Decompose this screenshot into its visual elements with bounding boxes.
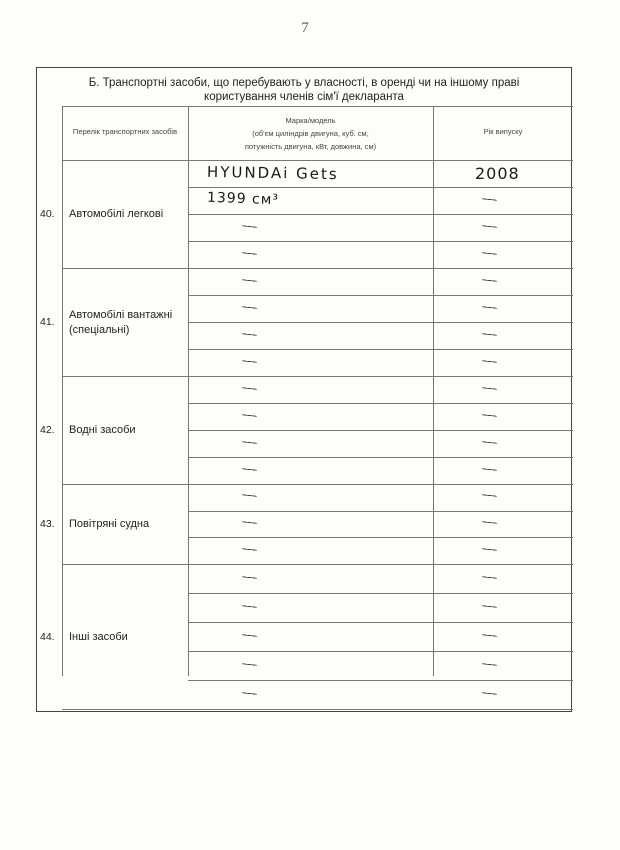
- handwritten-dash-model: [242, 468, 257, 471]
- handwritten-dash-year: [482, 468, 497, 471]
- category-label: Повітряні судна: [69, 518, 150, 530]
- handwritten-dash-year: [482, 225, 497, 228]
- handwritten-dash-year: [482, 663, 497, 666]
- handwritten-dash-year: [482, 495, 497, 498]
- handwritten-dash-year: [482, 279, 497, 282]
- section-title-line-2: користування членів сім'ї декларанта: [204, 91, 404, 103]
- declaration-section-frame: [36, 67, 572, 712]
- handwritten-dash-model: [242, 225, 257, 228]
- category-label: Автомобілі легкові: [69, 208, 164, 220]
- header-brand-model: [188, 114, 433, 153]
- category-number: 43.: [40, 518, 55, 530]
- row-divider: [188, 537, 573, 538]
- table-left-border: [62, 106, 63, 676]
- handwritten-dash-model: [242, 333, 257, 336]
- handwritten-dash-year: [482, 198, 497, 201]
- page-number: 7: [301, 20, 309, 36]
- category-bottom-border: [62, 268, 573, 269]
- category-number: 41.: [40, 316, 55, 328]
- handwritten-dash-year: [482, 252, 497, 255]
- row-divider: [188, 430, 573, 431]
- handwritten-dash-model: [242, 521, 257, 524]
- row-divider: [188, 403, 573, 404]
- row-divider: [188, 680, 573, 681]
- handwritten-dash-model: [242, 360, 257, 363]
- handwritten-dash-year: [482, 360, 497, 363]
- handwritten-dash-model: [242, 387, 257, 390]
- handwritten-dash-model: [242, 692, 257, 695]
- header-brand-model-line-1: Марка/модель: [285, 116, 336, 125]
- category-bottom-border: [62, 709, 573, 710]
- handwritten-model: 1399 см³: [206, 189, 280, 209]
- header-year: Рік випуску: [483, 127, 523, 136]
- header-vehicle-list: Перелік транспортних засобів: [72, 127, 178, 136]
- category-bottom-border: [62, 484, 573, 485]
- handwritten-dash-model: [242, 576, 257, 579]
- handwritten-model: HYUNDAi Gets: [206, 162, 339, 184]
- handwritten-year: 2008: [475, 164, 520, 183]
- row-divider: [188, 187, 573, 188]
- handwritten-dash-model: [242, 441, 257, 444]
- handwritten-dash-model: [242, 495, 257, 498]
- handwritten-dash-year: [482, 441, 497, 444]
- handwritten-dash-year: [482, 521, 497, 524]
- handwritten-dash-year: [482, 306, 497, 309]
- category-number: 42.: [40, 424, 55, 436]
- handwritten-dash-model: [242, 605, 257, 608]
- category-bottom-border: [62, 564, 573, 565]
- handwritten-dash-model: [242, 663, 257, 666]
- handwritten-dash-year: [482, 333, 497, 336]
- column-divider-1: [188, 106, 189, 676]
- row-divider: [188, 214, 573, 215]
- row-divider: [188, 622, 573, 623]
- row-divider: [188, 651, 573, 652]
- handwritten-dash-year: [482, 548, 497, 551]
- category-label: Інші засоби: [69, 630, 128, 643]
- row-divider: [188, 511, 573, 512]
- header-brand-model-line-2: (об'єм циліндрів двигуна, куб. см,: [252, 129, 369, 138]
- table-top-border: [62, 106, 573, 107]
- header-brand-model-line-3: потужність двигуна, кВт, довжина, см): [244, 142, 377, 151]
- handwritten-dash-year: [482, 414, 497, 417]
- row-divider: [188, 295, 573, 296]
- handwritten-dash-year: [482, 605, 497, 608]
- category-number: 44.: [40, 630, 55, 643]
- row-divider: [188, 241, 573, 242]
- handwritten-dash-year: [482, 634, 497, 637]
- category-bottom-border: [62, 376, 573, 377]
- section-title: [37, 76, 571, 104]
- handwritten-dash-model: [242, 279, 257, 282]
- column-divider-2: [433, 106, 434, 676]
- category-number: 40.: [40, 208, 55, 220]
- category-label: Автомобілі вантажні (спеціальні): [69, 309, 173, 336]
- handwritten-dash-year: [482, 692, 497, 695]
- handwritten-dash-model: [242, 306, 257, 309]
- row-divider: [188, 593, 573, 594]
- handwritten-dash-model: [242, 414, 257, 417]
- handwritten-dash-model: [242, 634, 257, 637]
- row-divider: [188, 457, 573, 458]
- handwritten-dash-model: [242, 252, 257, 255]
- handwritten-dash-year: [482, 576, 497, 579]
- category-label: Водні засоби: [69, 424, 136, 436]
- row-divider: [188, 322, 573, 323]
- row-divider: [188, 349, 573, 350]
- section-title-line-1: Б. Транспортні засоби, що перебувають у власності, в оренді чи на іншому праві: [88, 77, 520, 89]
- handwritten-dash-year: [482, 387, 497, 390]
- handwritten-dash-model: [242, 548, 257, 551]
- header-bottom-border: [62, 160, 573, 161]
